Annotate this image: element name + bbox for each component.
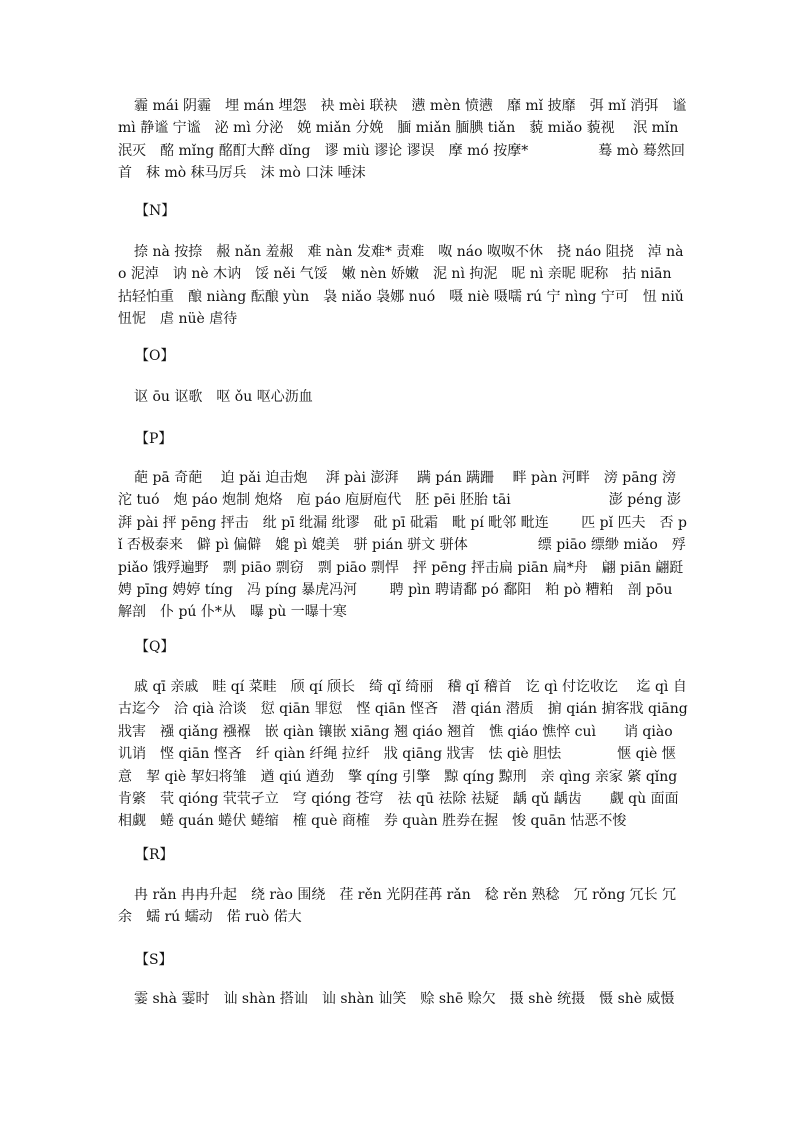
paragraph-p: 葩 pā 奇葩 迫 pǎi 迫击炮 湃 pài 澎湃 蹒 pán 蹒跚 畔 pàn 河畔 滂 pāng 滂沱 tuó 炮 páo 炮制 炮烙 庖 páo 庖厨庖代 胚 pēi 胚胎 tāi 澎 péng 澎湃 pài 抨 pēng 抨击 纰 pī 纰漏 纰谬 砒 pī 砒霜 毗 pí 毗邻 毗连 匹 pǐ 匹夫 否 pǐ 否极泰来 僻 pì 偏僻 媲 pì 媲美 骈 pián 骈文 骈体 缥 piāo 缥缈 miǎo 殍 piǎo 饿殍遍野 剽 piāo 剽窃 剽 piāo 剽悍 抨 pēng 抨击扁 piān 扁*舟 翩 piān 翩跹 娉 pīng 娉婷 tíng 冯 píng 暴虎冯河 聘 pìn 聘请鄱 pó 鄱阳 粕 pò 糟粕 剖 pōu 解剖 仆 pú 仆*从 曝 pù 一曝十寒	[118, 470, 698, 621]
section-header-s: 【S】	[135, 952, 173, 968]
paragraph-o: 讴 ōu 讴歌 呕 ǒu 呕心沥血	[134, 389, 313, 405]
section-header-n: 【N】	[135, 203, 176, 219]
paragraph-n: 捺 nà 按捺 赧 nǎn 羞赧 难 nàn 发难* 责难 呶 náo 呶呶不休 挠 náo 阻挠 淖 nào 泥淖 讷 nè 木讷 馁 něi 气馁 嫩 nèn 娇嫩 泥 nì 拘泥 昵 nì 亲昵 昵称 拈 niān 拈轻怕重 酿 niàng 酝酿 yùn 袅 niǎo 袅娜 nuó 嗫 niè 嗫嚅 rú 宁 nìng 宁可 忸 niǔ 忸怩 虐 nüè 虐待	[118, 244, 689, 328]
paragraph-q: 戚 qī 亲戚 畦 qí 菜畦 颀 qí 颀长 绮 qǐ 绮丽 稽 qǐ 稽首 讫 qì 付讫收讫 迄 qì 自古迄今 洽 qià 洽谈 愆 qiān 罪愆 悭 qiān 悭吝 潜 qián 潜质 掮 qián 掮客戕 qiāng 戕害 襁 qiǎng 襁褓 嵌 qiàn 镶嵌 xiāng 翘 qiáo 翘首 憔 qiáo 憔悴 cuì 诮 qiào 讥诮 悭 qiān 悭吝 纤 qiàn 纤绳 拉纤 戕 qiāng 戕害 怯 qiè 胆怯 惬 qiè 惬意 挈 qiè 挈妇将雏 遒 qiú 遒劲 擎 qíng 引擎 黥 qíng 黥刑 亲 qìng 亲家 綮 qǐng 肯綮 茕 qióng 茕茕孑立 穹 qióng 苍穹 祛 qū 祛除 祛疑 龋 qǔ 龋齿 觑 qù 面面相觑 蜷 quán 蜷伏 蜷缩 榷 què 商榷 券 quàn 胜券在握 悛 quān 怙恶不悛	[118, 679, 693, 830]
section-header-q: 【Q】	[135, 639, 175, 655]
section-header-o: 【O】	[135, 348, 175, 364]
section-header-r: 【R】	[135, 847, 174, 863]
section-header-p: 【P】	[135, 431, 173, 447]
paragraph-m-continued: 霾 mái 阴霾 埋 mán 埋怨 袂 mèi 联袂 懑 mèn 愤懑 靡 mǐ 披靡 弭 mǐ 消弭 谧 mì 静谧 宁谧 泌 mì 分泌 娩 miǎn 分娩 腼 miǎn 腼腆 tiǎn 藐 miǎo 藐视 泯 mǐn 泯灭 酩 mǐng 酩酊大醉 dǐng 谬 miù 谬论 谬误 摩 mó 按摩* 蓦 mò 蓦然回首 秣 mò 秣马厉兵 沫 mò 口沫 唾沫	[118, 98, 691, 182]
paragraph-r: 冉 rǎn 冉冉升起 绕 rào 围绕 荏 rěn 光阴荏苒 rǎn 稔 rěn 熟稔 冗 rǒng 冗长 冗余 蠕 rú 蠕动 偌 ruò 偌大	[118, 887, 677, 926]
paragraph-s: 霎 shà 霎时 讪 shàn 搭讪 讪 shàn 讪笑 赊 shē 赊欠 摄 shè 统摄 慑 shè 威慑	[134, 991, 675, 1007]
